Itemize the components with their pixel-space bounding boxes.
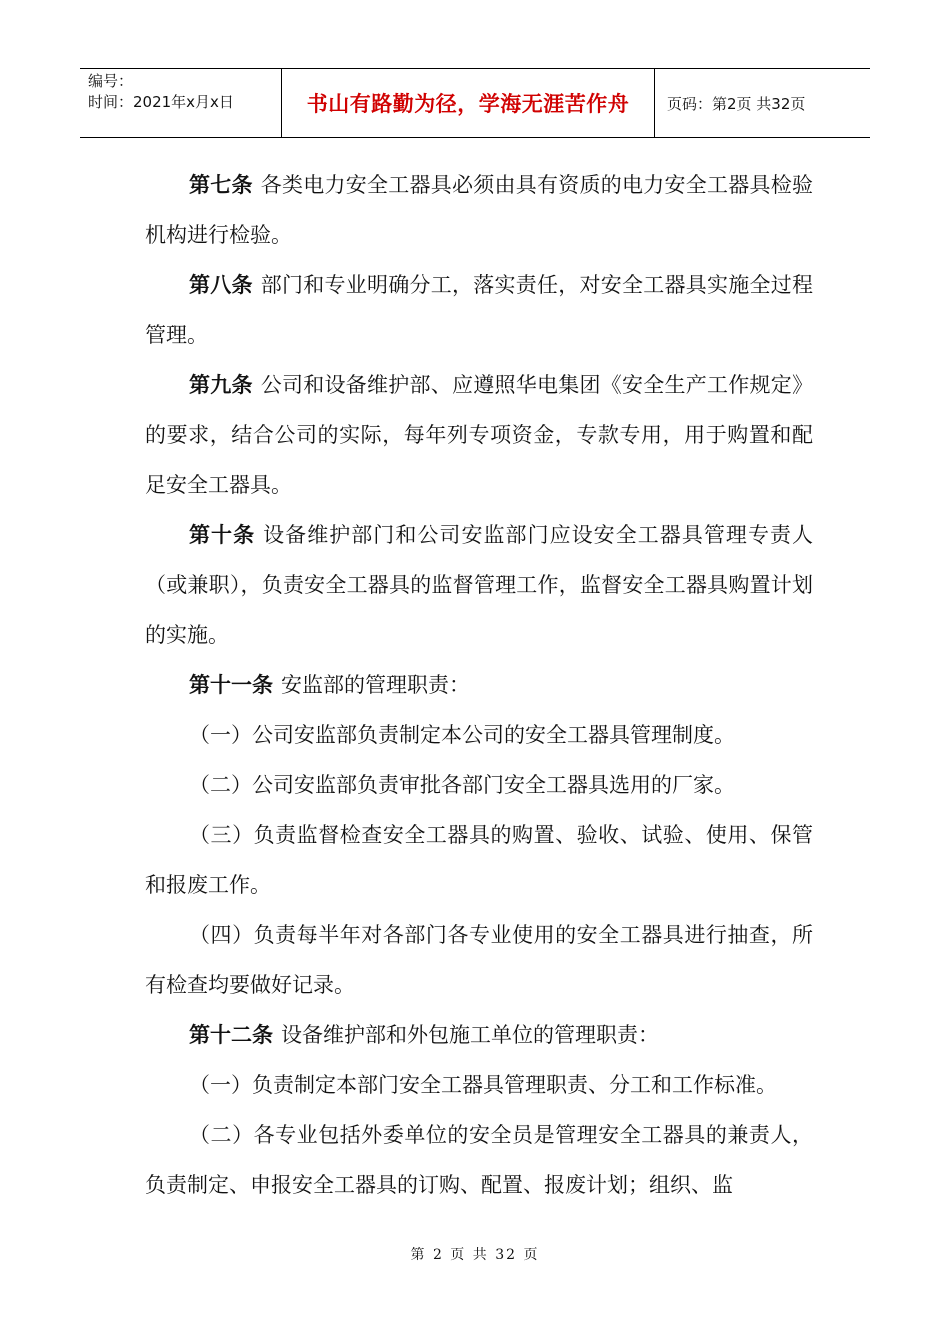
- paragraph: [145, 1060, 813, 1110]
- article-number: 第八条: [189, 273, 253, 297]
- header-motto: 书山有路勤为径，学海无涯苦作舟: [306, 92, 630, 116]
- paragraph: [145, 260, 813, 360]
- paragraph-text: 设备维护部和外包施工单位的管理职责：: [281, 1023, 659, 1047]
- paragraph-text: （三）负责监督检查安全工器具的购置、验收、试验、使用、保管和报废工作。: [145, 823, 813, 897]
- paragraph: [145, 1010, 813, 1060]
- paragraph: [145, 360, 813, 510]
- paragraph-text: 部门和专业明确分工，落实责任，对安全工器具实施全过程管理。: [145, 273, 813, 347]
- page-footer: 第 2 页 共 32 页: [410, 1247, 540, 1263]
- paragraph-text: （四）负责每半年对各部门各专业使用的安全工器具进行抽查，所有检查均要做好记录。: [145, 923, 813, 997]
- paragraph-text: 公司和设备维护部、应遵照华电集团《安全生产工作规定》的要求，结合公司的实际，每年列专项资金，专款专用，用于购置和配足安全工器具。: [145, 373, 813, 497]
- paragraph-text: 各类电力安全工器具必须由具有资质的电力安全工器具检验机构进行检验。: [145, 173, 813, 247]
- document-body: [145, 160, 813, 1210]
- paragraph: [145, 810, 813, 910]
- document-date: 时间：2021年x月x日: [88, 93, 234, 111]
- paragraph-text: （一）公司安监部负责制定本公司的安全工器具管理制度。: [189, 723, 735, 747]
- paragraph: [145, 760, 813, 810]
- article-number: 第十二条: [189, 1023, 273, 1047]
- paragraph-text: 设备维护部门和公司安监部门应设安全工器具管理专责人（或兼职），负责安全工器具的监督管理工作，监督安全工器具购置计划的实施。: [145, 523, 814, 647]
- header-meta: [80, 69, 282, 137]
- paragraph: [145, 660, 813, 710]
- paragraph: [145, 1110, 813, 1210]
- paragraph-text: （一）负责制定本部门安全工器具管理职责、分工和工作标准。: [189, 1073, 777, 1097]
- paragraph-text: 安监部的管理职责：: [281, 673, 470, 697]
- header-motto-cell: [282, 69, 655, 137]
- article-number: 第十条: [189, 523, 256, 547]
- paragraph-text: （二）各专业包括外委单位的安全员是管理安全工器具的兼责人，负责制定、申报安全工器具的订购、配置、报废计划；组织、监: [145, 1123, 813, 1197]
- document-number: 编号：: [88, 72, 134, 90]
- header-page-info: 页码：第2页 共32页: [667, 94, 806, 113]
- paragraph: [145, 510, 813, 660]
- document-header: [80, 68, 870, 138]
- paragraph-text: （二）公司安监部负责审批各部门安全工器具选用的厂家。: [189, 773, 735, 797]
- article-number: 第七条: [189, 173, 253, 197]
- paragraph: [145, 160, 813, 260]
- paragraph: [145, 710, 813, 760]
- article-number: 第十一条: [189, 673, 273, 697]
- article-number: 第九条: [189, 373, 253, 397]
- paragraph: [145, 910, 813, 1010]
